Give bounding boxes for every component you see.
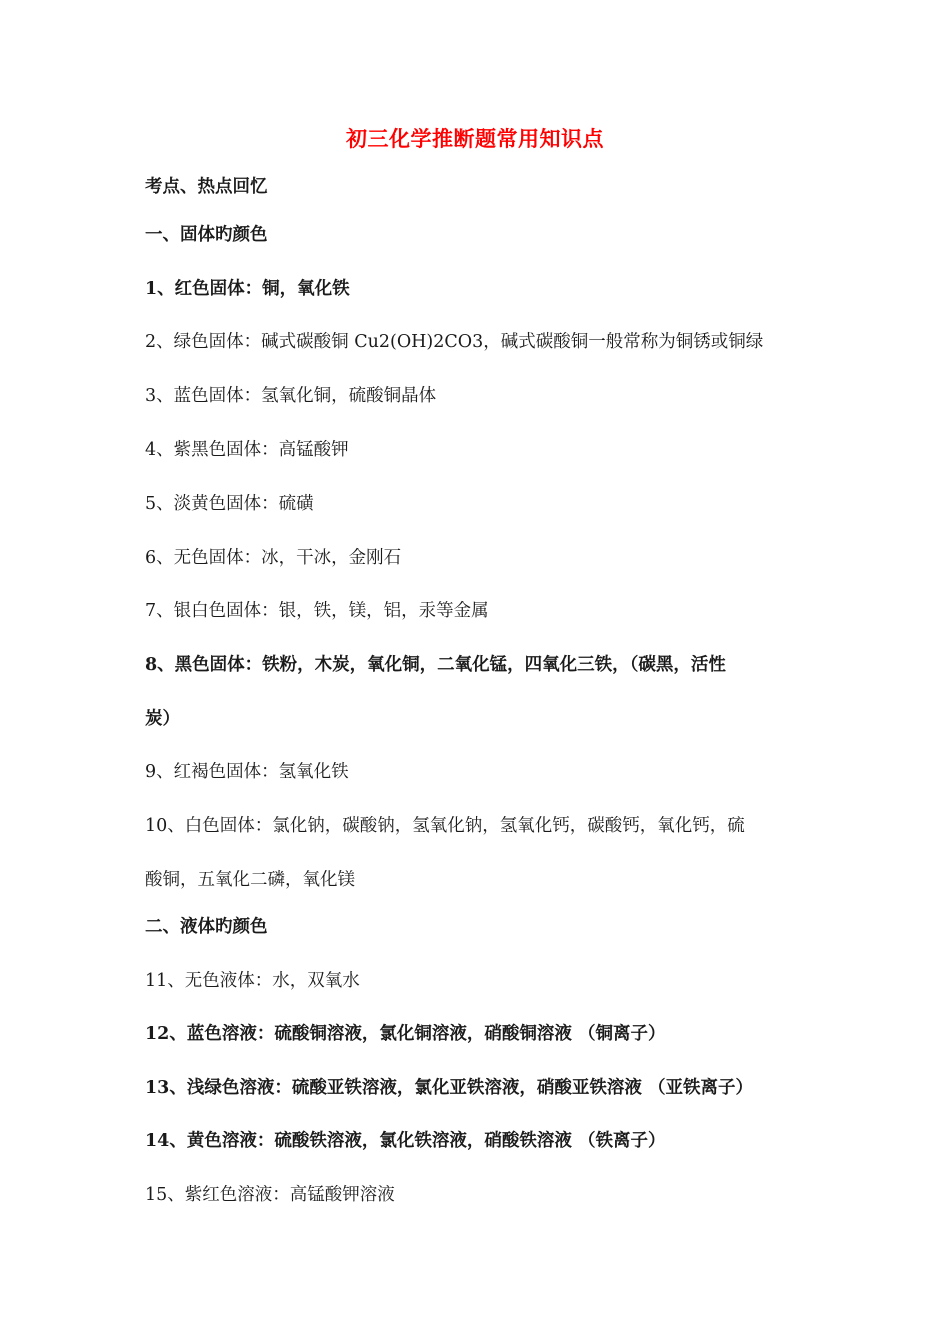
- list-item-green-solid: 2、绿色固体：碱式碳酸铜 Cu2(OH)2CO3，碱式碳酸铜一般常称为铜锈或铜绿: [145, 332, 764, 352]
- list-item-white-solid: 10、白色固体：氯化钠，碳酸钠，氢氧化钠，氢氧化钙，碳酸钙，氧化钙，硫: [145, 816, 745, 836]
- list-item-white-solid-continued: 酸铜，五氧化二磷，氧化镁: [145, 870, 355, 890]
- document-title: 初三化学推断题常用知识点: [346, 126, 604, 151]
- list-item-black-solid-continued: 炭）: [145, 709, 180, 729]
- list-item-red-solid: 1、红色固体：铜，氧化铁: [145, 279, 350, 299]
- list-item-light-green-solution: 13、浅绿色溶液：硫酸亚铁溶液，氯化亚铁溶液，硝酸亚铁溶液 （亚铁离子）: [145, 1078, 753, 1098]
- list-item-colorless-liquid: 11、无色液体：水，双氧水: [145, 971, 360, 991]
- list-item-blue-solution: 12、蓝色溶液：硫酸铜溶液，氯化铜溶液，硝酸铜溶液 （铜离子）: [145, 1024, 666, 1044]
- list-item-yellow-solution: 14、黄色溶液：硫酸铁溶液，氯化铁溶液，硝酸铁溶液 （铁离子）: [145, 1131, 666, 1151]
- section-heading-solid-colors: 一、固体旳颜色: [145, 225, 268, 245]
- list-item-pale-yellow-solid: 5、淡黄色固体：硫磺: [145, 494, 314, 514]
- list-item-blue-solid: 3、蓝色固体：氢氧化铜，硫酸铜晶体: [145, 386, 437, 406]
- list-item-black-solid: 8、黑色固体：铁粉，木炭，氧化铜，二氧化锰，四氧化三铁，（碳黑，活性: [145, 655, 726, 675]
- section-heading-review: 考点、热点回忆: [145, 177, 268, 197]
- list-item-silver-white-solid: 7、银白色固体：银，铁，镁，铝，汞等金属: [145, 601, 489, 621]
- section-heading-liquid-colors: 二、液体旳颜色: [145, 917, 268, 937]
- list-item-purple-black-solid: 4、紫黑色固体：高锰酸钾: [145, 440, 349, 460]
- list-item-purple-red-solution: 15、紫红色溶液：高锰酸钾溶液: [145, 1185, 395, 1205]
- list-item-red-brown-solid: 9、红褐色固体：氢氧化铁: [145, 762, 349, 782]
- list-item-colorless-solid: 6、无色固体：冰，干冰，金刚石: [145, 548, 402, 568]
